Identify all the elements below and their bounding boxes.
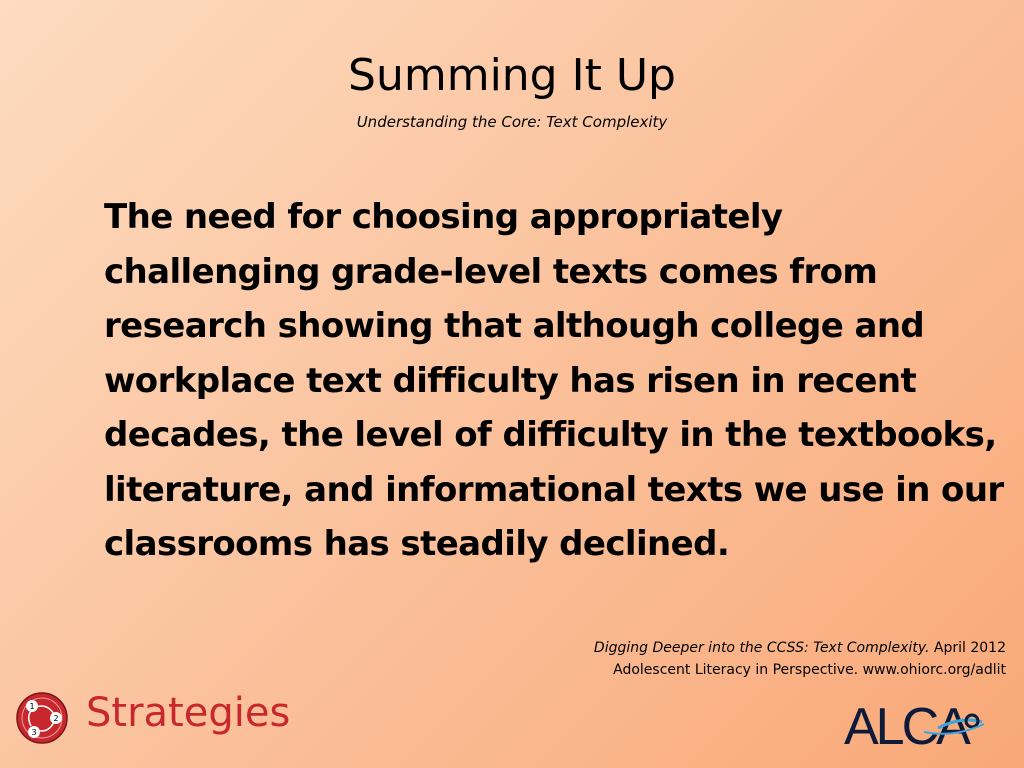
citation [594,637,1006,681]
page-title: Summing It Up [348,50,676,101]
cycle-number-3: 3 [31,728,37,737]
cycle-number-1: 1 [29,702,35,711]
strategies-cycle-icon [16,692,68,744]
citation-line-1 [594,637,1006,659]
citation-date: April 2012 [933,640,1006,656]
citation-line-2: Adolescent Literacy in Perspective. www.ohiorc.org/adlit [613,662,1006,678]
body-paragraph: The need for choosing appropriately challenging grade-level texts comes from research showing that although college and workplace text difficulty has risen in recent decades, the level of difficulty in the textbooks, literature, and informational texts we use in our classrooms has steadily declined. [104,197,1004,564]
alca-logo [842,694,987,752]
citation-title: Digging Deeper into the CCSS: Text Complexity. [593,640,930,656]
page-subtitle: Understanding the Core: Text Complexity [356,113,668,131]
cycle-number-2: 2 [53,714,59,723]
alca-logo-text: ALCA [844,698,968,752]
section-label: Strategies [86,690,291,736]
